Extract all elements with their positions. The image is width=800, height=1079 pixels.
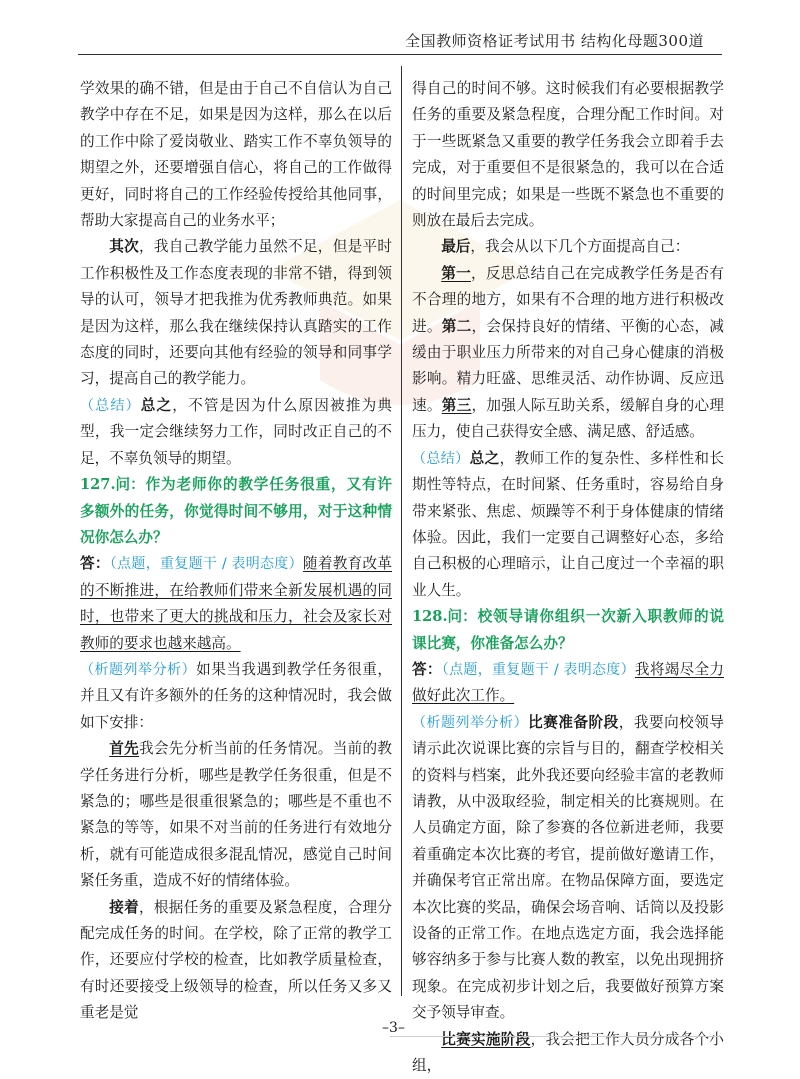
question-number: 127.问： <box>80 476 145 494</box>
answer-paragraph <box>412 657 724 710</box>
section-tag: （总结） <box>80 397 141 414</box>
question-text: 作为老师你的教学任务很重，又有许多额外的任务，你觉得时间不够用，对于这种情况你怎么办？ <box>80 476 392 546</box>
header-title: 全国教师资格证考试用书 结构化母题300道 <box>405 32 704 50</box>
lead-word: 接着 <box>109 898 139 916</box>
question-127 <box>80 472 392 551</box>
footer-rule <box>390 1036 720 1037</box>
lead-word: 最后 <box>441 238 471 256</box>
section-tag: （点题，重复题干 / 表明态度） <box>109 556 303 573</box>
section-tag: （点题，重复题干 / 表明态度） <box>441 661 635 678</box>
header-rule <box>78 54 722 55</box>
page-number: –3– <box>382 1020 405 1036</box>
lead-word: 比赛准备阶段 <box>528 713 619 731</box>
lead-word: 第一 <box>441 264 471 282</box>
section-tag: （析题列举分析） <box>412 714 529 731</box>
column-divider <box>401 66 402 996</box>
summary-paragraph: （总结）总之，教师工作的复杂性、多样性和长期性等特点，在时间紧、任务重时，容易给自身带来紧张、焦虑、烦躁等不利于身体健康的情绪体验。因此，我们一定要自己调整好心态，多给自己积极的心理暗示，让自己度过一个幸福的职业人生。 <box>412 449 724 599</box>
paragraph: 最后，我会从以下几个方面提高自己： <box>441 238 690 256</box>
right-column <box>412 76 724 1079</box>
lead-word: 总之 <box>469 449 500 467</box>
analysis-paragraph: （析题列举分析）如果当我遇到教学任务很重，并且又有许多额外的任务的这种情况时，我会做如下安排： <box>80 660 392 731</box>
analysis-paragraph: （析题列举分析）比赛准备阶段，我要向校领导请示此次说课比赛的宗旨与目的，翻查学校相关的资料与档案，此外我还要向经验丰富的老教师请教，从中汲取经验，制定相关的比赛规则。在人员确定方面，除了参赛的各位新进老师，我要着重确定本次比赛的考官，提前做好邀请工作，并确保考官正常出席。在物品保障方面，要选定本次比赛的奖品，确保会场音响、话筒以及投影设备的正常工作。在地点选定方面，我会选择能够容纳多于参与比赛人数的教室，以免出现拥挤现象。在完成初步计划之后，我要做好预算方案交予领导审查。 <box>412 713 724 1022</box>
paragraph: 得自己的时间不够。这时候我们有必要根据教学任务的重要及紧急程度，合理分配工作时间。对于一些既紧急又重要的教学任务我会立即着手去完成，对于重要但不是很紧急的，我可以在合适的时间里完成；如果是一些既不紧急也不重要的则放在最后去完成。 <box>412 80 724 230</box>
paragraph: 第一，反思总结自己在完成教学任务是否有不合理的地方，如果有不合理的地方进行积极改进。第二，会保持良好的情绪、平衡的心态，减缓由于职业压力所带来的对自己身心健康的消极影响。精力旺盛、思维灵活、动作协调、反应迅速。第三，加强人际互助关系，缓解自身的心理压力，使自己获得安全感、满足感、舒适感。 <box>412 264 724 441</box>
question-number: 128.问： <box>412 608 477 626</box>
lead-word: 第三 <box>441 396 472 414</box>
answer-lead: 随着教育改革的不断推进，在给教师们带来全新发展机遇的同时，也带来了更大的挑战和压力，社会及家长对教师的要求也越来越高。 <box>80 555 392 652</box>
answer-lead: 我将竭尽全力做好此次工作。 <box>412 660 724 705</box>
lead-word: 首先 <box>109 740 139 758</box>
page-header <box>0 0 800 56</box>
lead-word: 总之 <box>140 396 173 414</box>
paragraph: 首先我会先分析当前的任务情况。当前的教学任务进行分析，哪些是教学任务很重，但是不紧急的；哪些是很重很紧急的；哪些是不重也不紧急的等等，如果不对当前的任务进行有效地分析，就有可能造成很多混乱情况，感觉自己时间紧任务重，造成不好的情绪体验。 <box>80 740 392 890</box>
question-128 <box>412 604 724 657</box>
lead-word: 其次 <box>109 238 139 256</box>
section-tag: （总结） <box>412 450 470 467</box>
paragraph: 比赛实施阶段，我会把工作人员分成各个小组， <box>412 1030 724 1075</box>
answer-paragraph <box>80 551 392 657</box>
paragraph: 接着，根据任务的重要及紧急程度，合理分配完成任务的时间。在学校，除了正常的教学工作，还要应付学校的检查，比如教学质量检查，有时还要接受上级领导的检查，所以任务又多又重老是觉 <box>80 898 392 1022</box>
answer-label: 答： <box>80 555 110 573</box>
paragraph: 学效果的确不错，但是由于自己不自信认为自己教学中存在不足，如果是因为这样，那么在以后的工作中除了爱岗敬业、踏实工作不辜负领导的期望之外，还要增强自信心，将自己的工作做得更好，同时将自己的工作经验传授给其他同事，帮助大家提高自己的业务水平； <box>80 80 392 230</box>
question-text: 校领导请你组织一次新入职教师的说课比赛，你准备怎么办？ <box>412 608 724 652</box>
section-tag: （析题列举分析） <box>80 661 197 678</box>
paragraph: 其次，我自己教学能力虽然不足，但是平时工作积极性及工作态度表现的非常不错，得到领导的认可，领导才把我推为优秀教师典范。如果是因为这样，那么我在继续保持认真踏实的工作态度的同时，还要向其他有经验的领导和同事学习，提高自己的教学能力。 <box>80 238 392 388</box>
summary-paragraph: （总结）总之，不管是因为什么原因被推为典型，我一定会继续努力工作，同时改正自己的不足，不辜负领导的期望。 <box>80 396 392 467</box>
answer-label: 答： <box>412 660 442 678</box>
left-column <box>80 76 392 1027</box>
lead-word: 第二 <box>441 317 472 335</box>
lead-word: 比赛实施阶段 <box>441 1030 531 1048</box>
